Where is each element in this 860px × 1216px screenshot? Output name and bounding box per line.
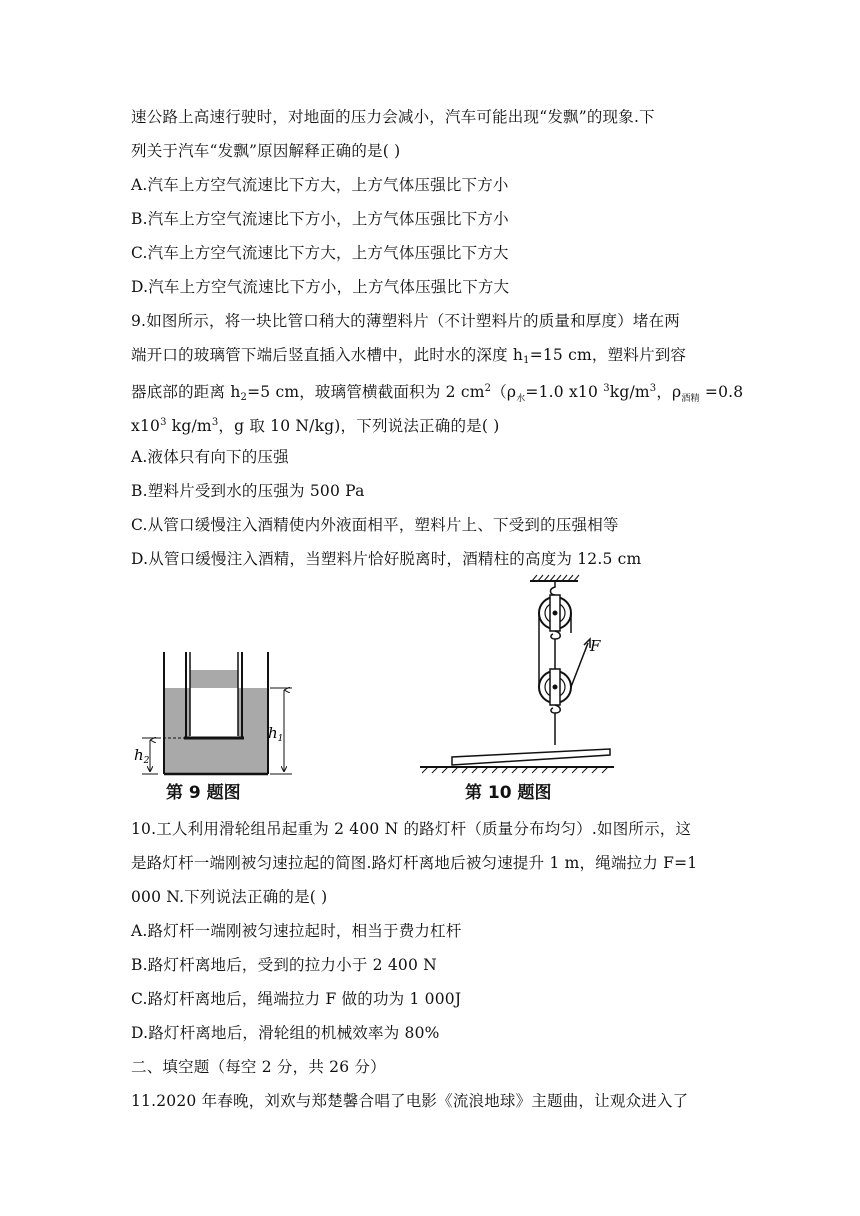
q8-line-2: 列关于汽车“发飘”原因解释正确的是( ) <box>131 142 401 160</box>
q10-option-a: A.路灯杆一端刚被匀速拉起时，相当于费力杠杆 <box>131 922 462 940</box>
q9-option-d: D.从管口缓慢注入酒精，当塑料片恰好脱离时，酒精柱的高度为 12.5 cm <box>131 550 642 568</box>
q9-line-1: 9.如图所示，将一块比管口稍大的薄塑料片（不计塑料片的质量和厚度）堵在两 <box>131 312 680 330</box>
q8-line-1: 速公路上高速行驶时，对地面的压力会减小，汽车可能出现“发飘”的现象.下 <box>131 108 655 126</box>
q10-option-c: C.路灯杆离地后，绳端拉力 F 做的功为 1 000J <box>131 990 462 1008</box>
pull-rope <box>571 643 588 687</box>
q8-option-d: D.汽车上方空气流速比下方小，上方气体压强比下方大 <box>131 278 510 296</box>
q8-option-a: A.汽车上方空气流速比下方大，上方气体压强比下方小 <box>131 176 509 194</box>
q10-option-d: D.路灯杆离地后，滑轮组的机械效率为 80% <box>131 1024 440 1042</box>
q8-option-b: B.汽车上方空气流速比下方小，上方气体压强比下方小 <box>131 210 509 228</box>
figure-10-caption: 第 10 题图 <box>465 783 552 803</box>
label-h1: $h_1$ <box>268 724 284 744</box>
q11-line-1: 11.2020 年春晚，刘欢与郑楚馨合唱了电影《流浪地球》主题曲，让观众进入了 <box>131 1092 689 1110</box>
q10-line-2: 是路灯杆一端刚被匀速拉起的简图.路灯杆离地后被匀速提升 1 m，绳端拉力 F=1 <box>131 854 698 872</box>
q8-option-c: C.汽车上方空气流速比下方大，上方气体压强比下方大 <box>131 244 509 262</box>
q10-option-b: B.路灯杆离地后，受到的拉力小于 2 400 N <box>131 956 437 974</box>
q9-line-3: 器底部的距离 $h_2=5$ cm，玻璃管横截面积为 2 $cm^2(\rho_水=1.0$ x10 $^3kg/m^3$，$\rho_{酒精} =0.8$ <box>131 383 744 404</box>
q9-option-a: A.液体只有向下的压强 <box>131 448 289 466</box>
section-2-heading: 二、填空题（每空 2 分，共 26 分） <box>131 1058 386 1076</box>
label-F: F <box>590 637 601 655</box>
q9-line-4: $x10^3$ $kg/m^3$，g 取 10 N/kg)，下列说法正确的是( ) <box>131 417 500 435</box>
label-h2: $h_2$ <box>134 746 150 766</box>
lamp-pole <box>452 749 610 765</box>
q9-option-b: B.塑料片受到水的压强为 500 Pa <box>131 482 365 500</box>
water-region <box>164 670 268 774</box>
q9-line-2: 端开口的玻璃管下端后竖直插入水槽中，此时水的深度 $h_1=15$ cm，塑料片到容 <box>131 346 687 366</box>
figure-10-pulley-system <box>410 573 620 778</box>
q10-line-1: 10.工人利用滑轮组吊起重为 2 400 N 的路灯杆（质量分布均匀）.如图所示，这 <box>131 820 692 838</box>
q9-option-c: C.从管口缓慢注入酒精使内外液面相平，塑料片上、下受到的压强相等 <box>131 516 619 534</box>
q10-line-3: 000 N.下列说法正确的是( ) <box>131 888 328 906</box>
figure-9-caption: 第 9 题图 <box>166 783 241 803</box>
